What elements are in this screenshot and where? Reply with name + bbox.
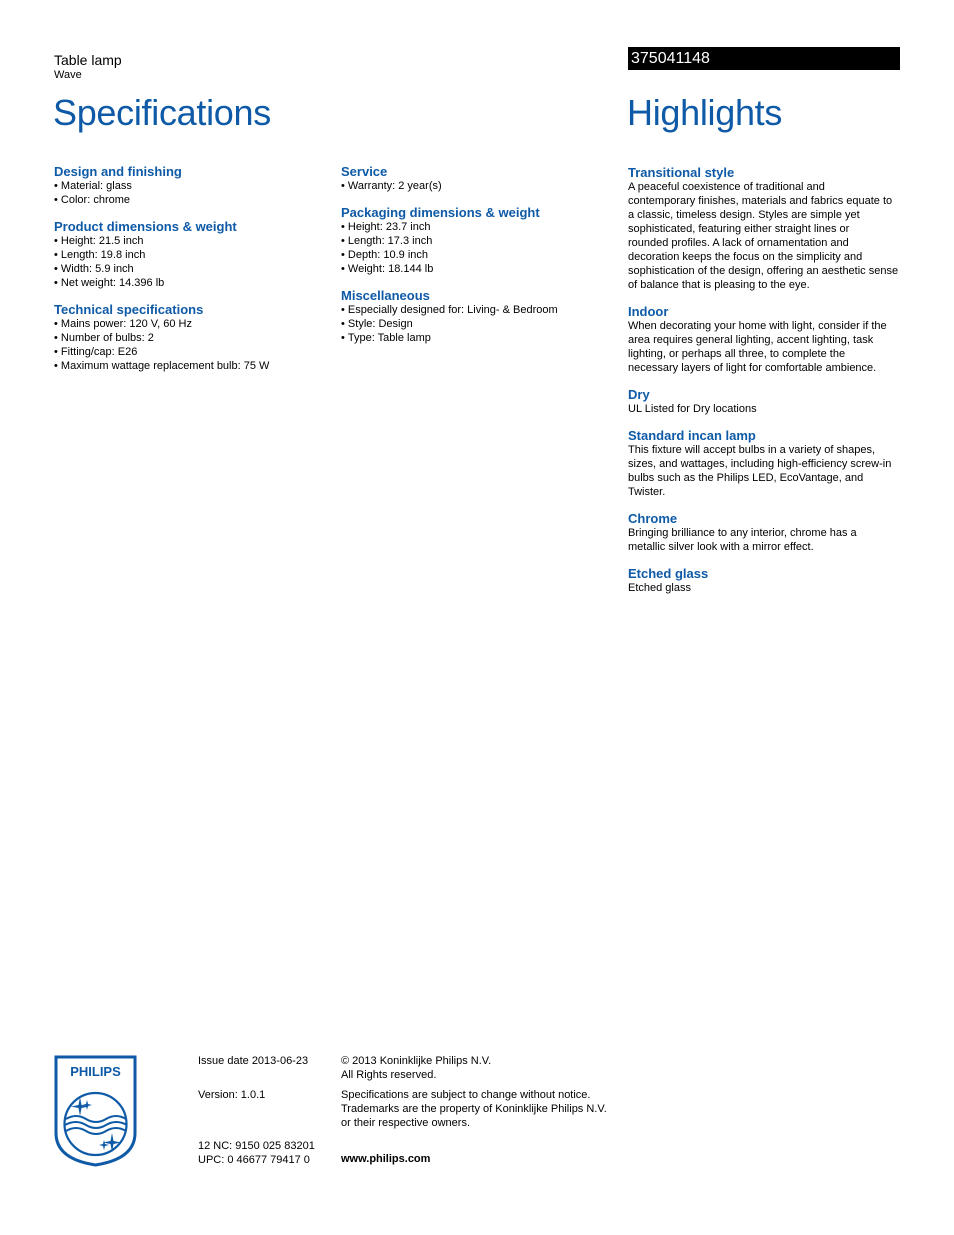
highlight-text-line: decoration keeps the focus on the simplicity and bbox=[628, 251, 863, 263]
spec-list-item: • Length: 17.3 inch bbox=[341, 234, 611, 248]
issue-date: Issue date 2013-06-23 bbox=[198, 1055, 309, 1067]
spec-list-item: • Mains power: 120 V, 60 Hz bbox=[54, 317, 324, 331]
spec-list-item: • Height: 23.7 inch bbox=[341, 220, 611, 234]
spec-list-item: • Length: 19.8 inch bbox=[54, 248, 324, 262]
spec-list-item: • Width: 5.9 inch bbox=[54, 262, 324, 276]
rights-reserved: All Rights reserved. bbox=[341, 1069, 437, 1081]
spec-list bbox=[54, 234, 324, 290]
highlight-text-line: necessary layers of light for comfortable ambience. bbox=[628, 362, 877, 374]
upc-number: UPC: 0 46677 79417 0 bbox=[198, 1154, 310, 1166]
highlight-text-line: sizes, and wattages, including high-efficiency screw-in bbox=[628, 458, 892, 470]
spec-list-item: • Especially designed for: Living- & Bedroom bbox=[341, 303, 611, 317]
highlight-text-line: area requires general lighting, accent lighting, task bbox=[628, 334, 874, 346]
highlight-text-line: sophisticated, featuring either straight lines or bbox=[628, 223, 850, 235]
highlight-text-line: bulbs such as the Philips LED, EcoVantage, and bbox=[628, 472, 864, 484]
spec-section bbox=[341, 288, 611, 345]
spec-list bbox=[341, 303, 611, 345]
spec-list-item: • Type: Table lamp bbox=[341, 331, 611, 345]
highlight-text-line: sophistication of the design, offering an aesthetic sense bbox=[628, 265, 899, 277]
highlight-section bbox=[628, 387, 900, 416]
spec-notice-line-3: or their respective owners. bbox=[341, 1117, 470, 1129]
spec-list-item: • Weight: 18.144 lb bbox=[341, 262, 611, 276]
spec-list bbox=[341, 220, 611, 276]
highlight-text-line: When decorating your home with light, consider if the bbox=[628, 320, 887, 332]
spec-section bbox=[54, 164, 324, 207]
spec-section-title: Design and finishing bbox=[54, 164, 182, 179]
highlight-section bbox=[628, 165, 900, 292]
spec-list-item: • Height: 21.5 inch bbox=[54, 234, 324, 248]
highlight-text-line: A peaceful coexistence of traditional and bbox=[628, 181, 825, 193]
spec-list-item: • Warranty: 2 year(s) bbox=[341, 179, 611, 193]
highlight-title: Chrome bbox=[628, 511, 678, 526]
specs-column-1 bbox=[54, 164, 324, 385]
spec-section bbox=[54, 302, 324, 373]
highlight-title: Indoor bbox=[628, 304, 669, 319]
highlights-column bbox=[628, 165, 900, 607]
philips-logo-text: PHILIPS bbox=[70, 1064, 121, 1079]
nc-number: 12 NC: 9150 025 83201 bbox=[198, 1140, 315, 1152]
highlight-section bbox=[628, 304, 900, 375]
spec-section bbox=[341, 164, 611, 193]
highlight-text-line: rounded profiles. A lack of ornamentation and bbox=[628, 237, 849, 249]
product-type: Table lamp bbox=[54, 52, 122, 68]
highlight-text-line: Twister. bbox=[628, 486, 666, 498]
spec-section-title: Service bbox=[341, 164, 388, 179]
highlight-section bbox=[628, 511, 900, 554]
spec-notice-line-2: Trademarks are the property of Koninklijke Philips N.V. bbox=[341, 1103, 607, 1115]
spec-list bbox=[54, 317, 324, 373]
product-name: Wave bbox=[54, 69, 82, 81]
specifications-title: Specifications bbox=[53, 92, 271, 133]
highlight-text-line: Bringing brilliance to any interior, chrome has a bbox=[628, 527, 857, 539]
spec-list-item: • Fitting/cap: E26 bbox=[54, 345, 324, 359]
spec-list bbox=[341, 179, 611, 193]
highlight-text-line: Etched glass bbox=[628, 582, 691, 594]
highlight-text-line: UL Listed for Dry locations bbox=[628, 403, 757, 415]
product-code-bar: 375041148 bbox=[628, 47, 900, 70]
spec-notice-line-1: Specifications are subject to change without notice. bbox=[341, 1089, 591, 1101]
spec-section-title: Technical specifications bbox=[54, 302, 204, 317]
spec-section-title: Product dimensions & weight bbox=[54, 219, 237, 234]
spec-list-item: • Maximum wattage replacement bulb: 75 W bbox=[54, 359, 324, 373]
website-link[interactable]: www.philips.com bbox=[341, 1153, 431, 1165]
highlight-text-line: metallic silver look with a mirror effect. bbox=[628, 541, 814, 553]
specs-column-2 bbox=[341, 164, 611, 357]
highlight-title: Standard incan lamp bbox=[628, 428, 756, 443]
spec-list-item: • Depth: 10.9 inch bbox=[341, 248, 611, 262]
spec-list-item: • Number of bulbs: 2 bbox=[54, 331, 324, 345]
spec-section-title: Miscellaneous bbox=[341, 288, 430, 303]
spec-list-item: • Style: Design bbox=[341, 317, 611, 331]
highlight-section bbox=[628, 428, 900, 499]
version: Version: 1.0.1 bbox=[198, 1089, 266, 1101]
copyright: © 2013 Koninklijke Philips N.V. bbox=[341, 1055, 492, 1067]
spec-list-item: • Net weight: 14.396 lb bbox=[54, 276, 324, 290]
highlight-title: Transitional style bbox=[628, 165, 735, 180]
highlight-text-line: of balance that is pleasing to the eye. bbox=[628, 279, 810, 291]
highlight-text-line: lighting, or perhaps all three, to complete the bbox=[628, 348, 846, 360]
highlight-section bbox=[628, 566, 900, 595]
spec-list-item: • Material: glass bbox=[54, 179, 324, 193]
highlight-text-line: This fixture will accept bulbs in a variety of shapes, bbox=[628, 444, 876, 456]
highlight-text-line: a classic, timeless design. Styles are simple yet bbox=[628, 209, 860, 221]
spec-section bbox=[341, 205, 611, 276]
spec-list-item: • Color: chrome bbox=[54, 193, 324, 207]
philips-shield-logo bbox=[54, 1055, 137, 1167]
highlight-title: Dry bbox=[628, 387, 650, 402]
spec-section-title: Packaging dimensions & weight bbox=[341, 205, 540, 220]
spec-list bbox=[54, 179, 324, 207]
highlight-title: Etched glass bbox=[628, 566, 709, 581]
highlights-title: Highlights bbox=[627, 92, 783, 133]
spec-section bbox=[54, 219, 324, 290]
highlight-text-line: contemporary finishes, materials and fabrics equate to bbox=[628, 195, 893, 207]
